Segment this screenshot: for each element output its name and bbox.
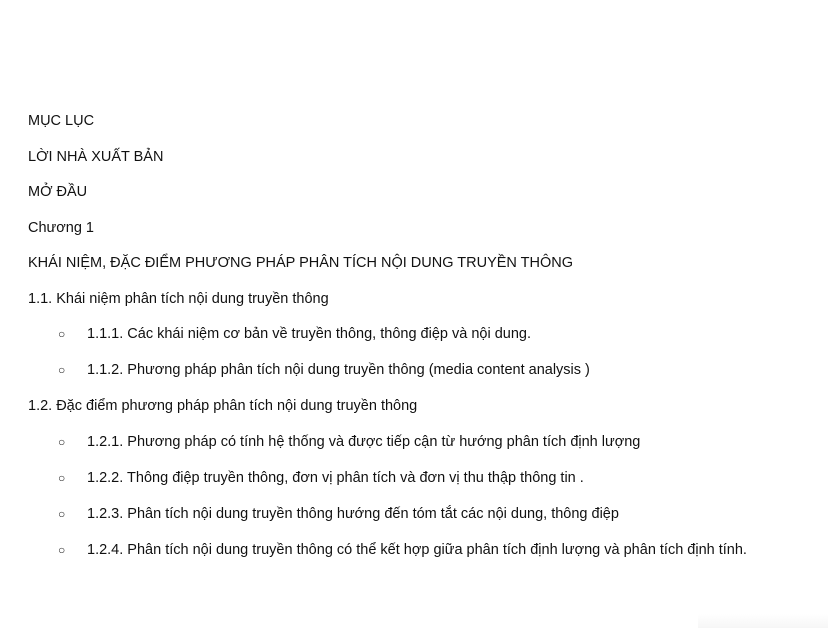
toc-subsection-1-2-2[interactable] bbox=[28, 469, 818, 487]
toc-publisher-note[interactable]: LỜI NHÀ XUẤT BẢN bbox=[28, 148, 164, 165]
list-bullet: ○ bbox=[58, 506, 66, 521]
toc-section-1-2[interactable]: 1.2. Đặc điểm phương pháp phân tích nội dung truyền thông bbox=[28, 398, 418, 414]
toc-chapter-title[interactable]: KHÁI NIỆM, ĐẶC ĐIỂM PHƯƠNG PHÁP PHÂN TÍCH NỘI DUNG TRUYỀN THÔNG bbox=[28, 255, 574, 271]
toc-subsection-1-1-2[interactable] bbox=[28, 361, 818, 379]
toc-subsection-1-2-4[interactable] bbox=[28, 541, 818, 559]
toc-subsection-label: 1.1.2. Phương pháp phân tích nội dung truyền thông (media content analysis ) bbox=[87, 362, 590, 378]
toc-introduction[interactable]: MỞ ĐẦU bbox=[28, 184, 88, 200]
list-bullet: ○ bbox=[58, 434, 66, 449]
toc-subsection-label: 1.2.4. Phân tích nội dung truyền thông có thể kết hợp giữa phân tích định lượng và phân tích định tính. bbox=[87, 541, 747, 558]
list-bullet: ○ bbox=[58, 470, 66, 485]
list-bullet: ○ bbox=[58, 542, 66, 557]
table-of-contents bbox=[28, 112, 818, 577]
toc-chapter-label[interactable]: Chương 1 bbox=[28, 219, 94, 236]
bottom-edge-shade bbox=[698, 614, 828, 628]
toc-subsection-label: 1.2.1. Phương pháp có tính hệ thống và được tiếp cận từ hướng phân tích định lượng bbox=[87, 433, 641, 450]
toc-subsection-label: 1.2.3. Phân tích nội dung truyền thông hướng đến tóm tắt các nội dung, thông điệp bbox=[87, 505, 619, 522]
toc-subsection-label: 1.2.2. Thông điệp truyền thông, đơn vị phân tích và đơn vị thu thập thông tin . bbox=[87, 469, 584, 486]
toc-subsection-1-2-1[interactable] bbox=[28, 433, 818, 451]
list-bullet: ○ bbox=[58, 363, 66, 377]
toc-subsection-1-1-1[interactable] bbox=[28, 325, 818, 343]
toc-title: MỤC LỤC bbox=[28, 113, 95, 129]
toc-subsection-label: 1.1.1. Các khái niệm cơ bản về truyền thông, thông điệp và nội dung. bbox=[87, 326, 531, 342]
toc-subsection-1-2-3[interactable] bbox=[28, 505, 818, 523]
list-bullet: ○ bbox=[58, 327, 66, 341]
toc-section-1-1[interactable]: 1.1. Khái niệm phân tích nội dung truyền thông bbox=[28, 290, 329, 307]
